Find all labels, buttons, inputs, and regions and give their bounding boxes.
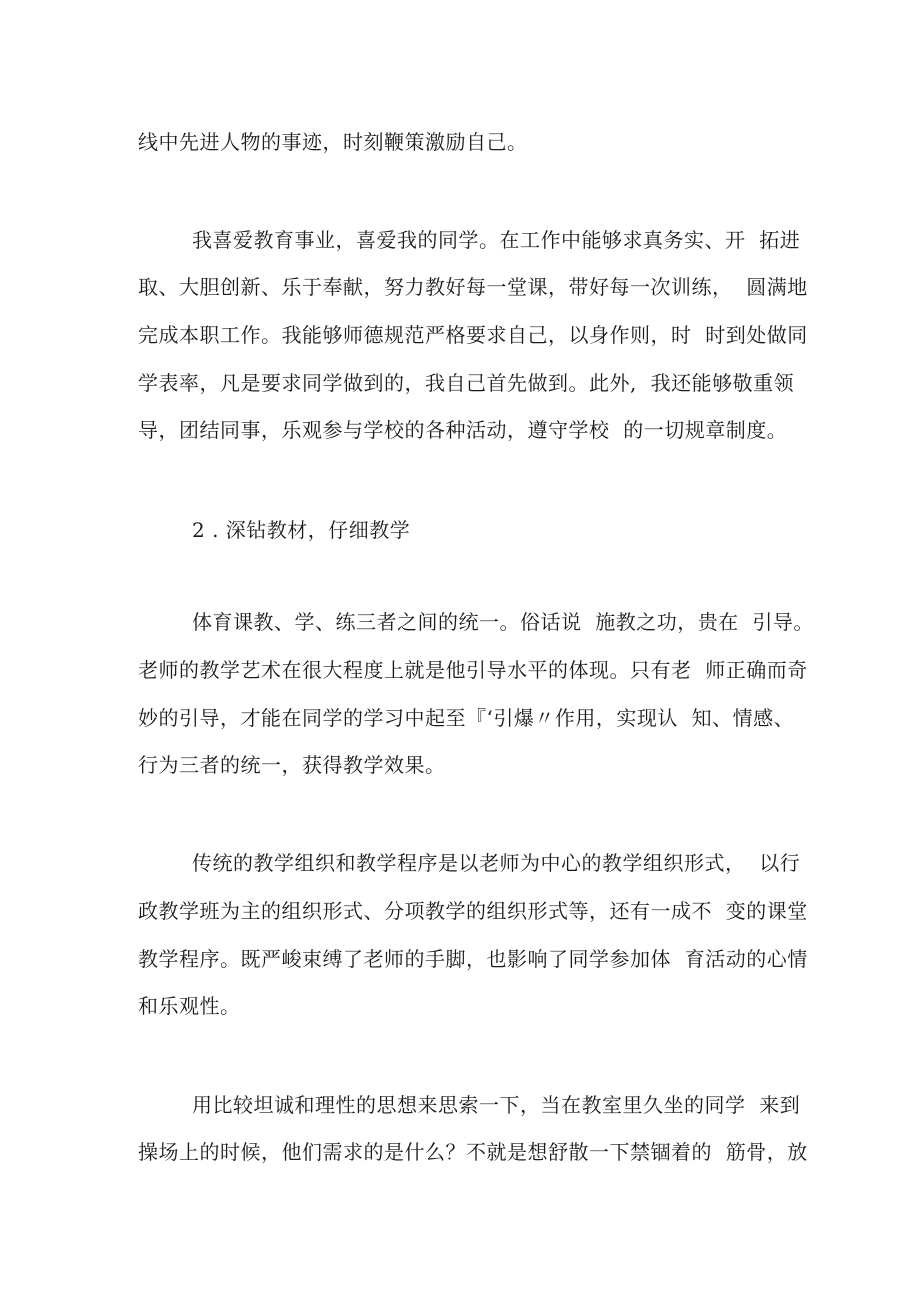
paragraph-1-line-3: 完成本职工作。我能够师德规范严格要求自己，以身作则，时 时到处做同 bbox=[138, 323, 808, 347]
paragraph-1-line-4: 学表率，凡是要求同学做到的，我自己首先做到。此外, 我还能够敬重领 bbox=[138, 371, 795, 395]
paragraph-1-line-1: 我喜爱教育事业，喜爱我的同学。在工作中能够求真务实、开 拓进 bbox=[192, 228, 801, 252]
paragraph-4-line-2: 操场上的时候，他们需求的是什么？不就是想舒散一下禁锢着的 筋骨，放 bbox=[138, 1140, 808, 1164]
paragraph-1-line-2: 取、大胆创新、乐于奉献，努力教好每一堂课，带好每一次训练， 圆满地 bbox=[138, 275, 808, 299]
paragraph-2-line-4: 行为三者的统一，获得教学效果。 bbox=[138, 753, 446, 777]
paragraph-2-line-2: 老师的教学艺术在很大程度上就是他引导水平的体现。只有老 师正确而奇 bbox=[138, 658, 808, 682]
paragraph-0-line-1: 线中先进人物的事迹，时刻鞭策激励自己。 bbox=[138, 130, 528, 154]
paragraph-3-line-4: 和乐观性。 bbox=[138, 994, 241, 1018]
paragraph-3-line-1: 传统的教学组织和教学程序是以老师为中心的教学组织形式， 以行 bbox=[192, 851, 801, 875]
paragraph-2-line-3: 妙的引导，才能在同学的学习中起至『‘引爆〃作用，实现认 知、情感、 bbox=[138, 706, 795, 730]
paragraph-3-line-3: 教学程序。既严峻束缚了老师的手脚，也影响了同学参加体 育活动的心情 bbox=[138, 947, 808, 971]
paragraph-3-line-2: 政教学班为主的组织形式、分项教学的组织形式等，还有一成不 变的课堂 bbox=[138, 899, 808, 923]
section-heading: 2 . 深钻教材，仔细教学 bbox=[192, 518, 411, 542]
paragraph-4-line-1: 用比较坦诚和理性的思想来思索一下，当在教室里久坐的同学 来到 bbox=[192, 1093, 801, 1117]
paragraph-1-line-5: 导，团结同事，乐观参与学校的各种活动，遵守学校 的一切规章制度。 bbox=[138, 418, 788, 442]
paragraph-2-line-1: 体育课教、学、练三者之间的统一。俗话说 施教之功，贵在 引导。 bbox=[192, 610, 814, 634]
